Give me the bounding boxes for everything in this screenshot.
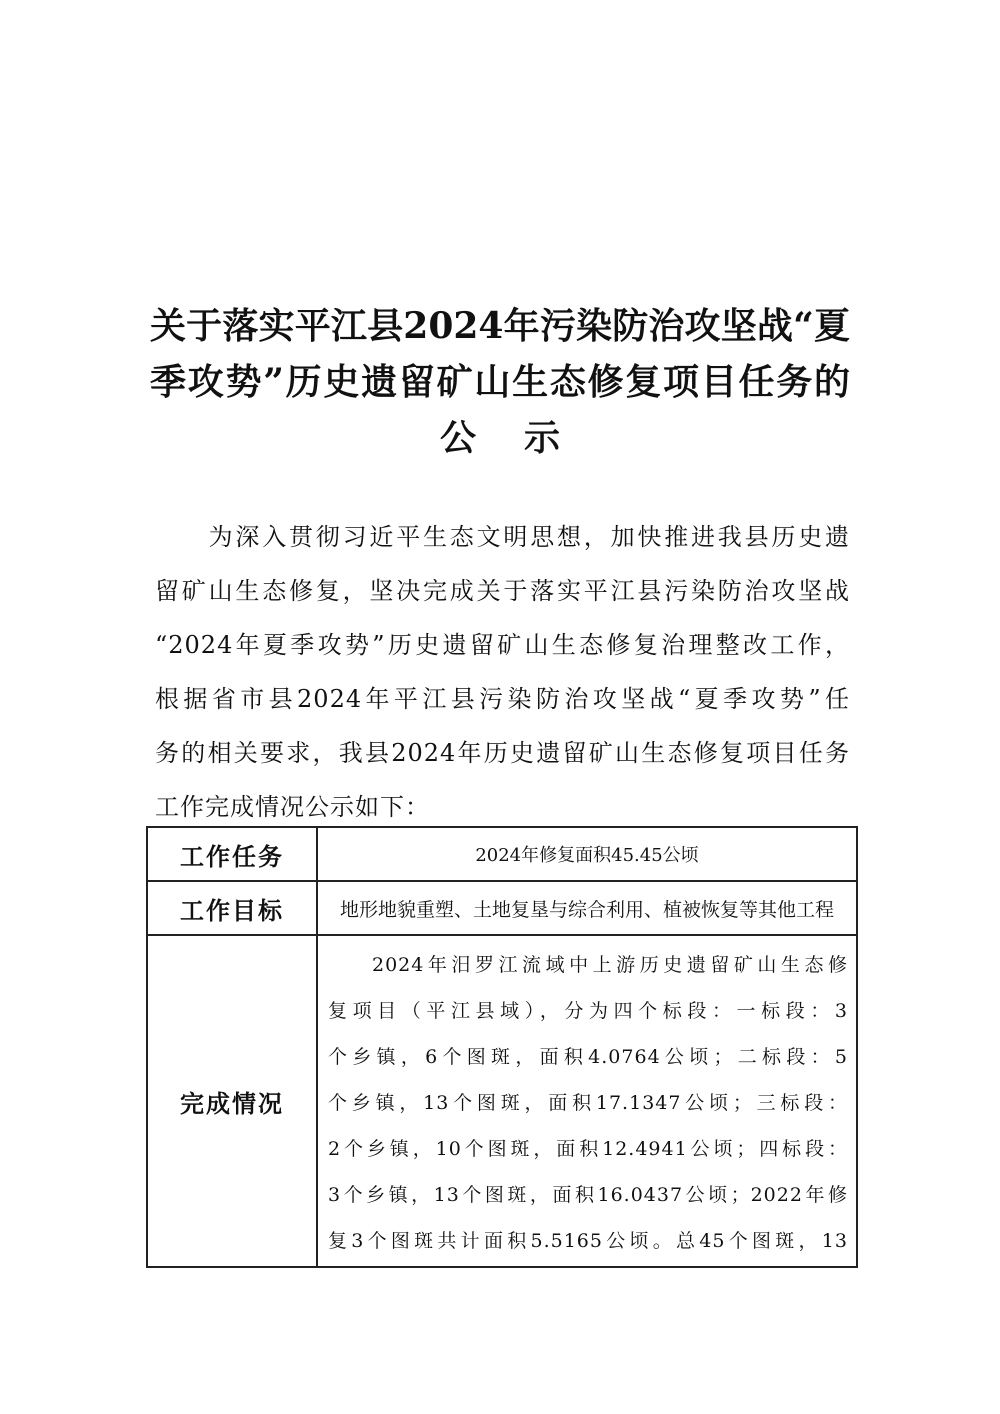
table-row <box>147 935 857 1267</box>
intro-line: “2024年夏季攻势”历史遗留矿山生态修复治理整改工作， <box>155 631 850 659</box>
completion-line: 复3个图斑共计面积5.5165公顷。总45个图斑，13 <box>328 1230 848 1252</box>
completion-detail <box>318 936 856 1264</box>
completion-line: 2024年汨罗江流域中上游历史遗留矿山生态修 <box>372 954 848 976</box>
table-row <box>147 881 857 935</box>
document-title-line-2: 季攻势”历史遗留矿山生态修复项目任务的 <box>150 361 850 403</box>
row-label-goal: 工作目标 <box>147 881 317 935</box>
document-title-line-3: 公 示 <box>440 417 560 459</box>
row-label-completion: 完成情况 <box>147 935 317 1267</box>
task-table <box>146 826 858 1268</box>
completion-line: 个乡镇，13个图斑，面积17.1347公顷；三标段： <box>328 1092 848 1114</box>
completion-line: 2个乡镇，10个图斑，面积12.4941公顷；四标段： <box>328 1138 848 1160</box>
intro-paragraph <box>155 510 850 834</box>
completion-line: 复项目（平江县域），分为四个标段：一标段：3 <box>328 1000 848 1022</box>
row-value-goal: 地形地貌重塑、土地复垦与综合利用、植被恢复等其他工程 <box>317 881 857 935</box>
row-value-task: 2024年修复面积45.45公顷 <box>317 827 857 881</box>
intro-line: 务的相关要求，我县2024年历史遗留矿山生态修复项目任务 <box>155 739 850 767</box>
completion-line: 3个乡镇，13个图斑，面积16.0437公顷；2022年修 <box>328 1184 848 1206</box>
intro-line: 留矿山生态修复，坚决完成关于落实平江县污染防治攻坚战 <box>155 577 850 605</box>
completion-line: 个乡镇，6个图斑，面积4.0764公顷；二标段：5 <box>328 1046 848 1068</box>
intro-line: 工作完成情况公示如下： <box>155 793 430 821</box>
intro-line: 为深入贯彻习近平生态文明思想，加快推进我县历史遗 <box>155 523 850 551</box>
row-label-task: 工作任务 <box>147 827 317 881</box>
row-value-completion <box>317 935 857 1267</box>
intro-line: 根据省市县2024年平江县污染防治攻坚战“夏季攻势”任 <box>155 685 850 713</box>
document-title-line-1: 关于落实平江县2024年污染防治攻坚战“夏 <box>150 305 850 347</box>
table-row <box>147 827 857 881</box>
